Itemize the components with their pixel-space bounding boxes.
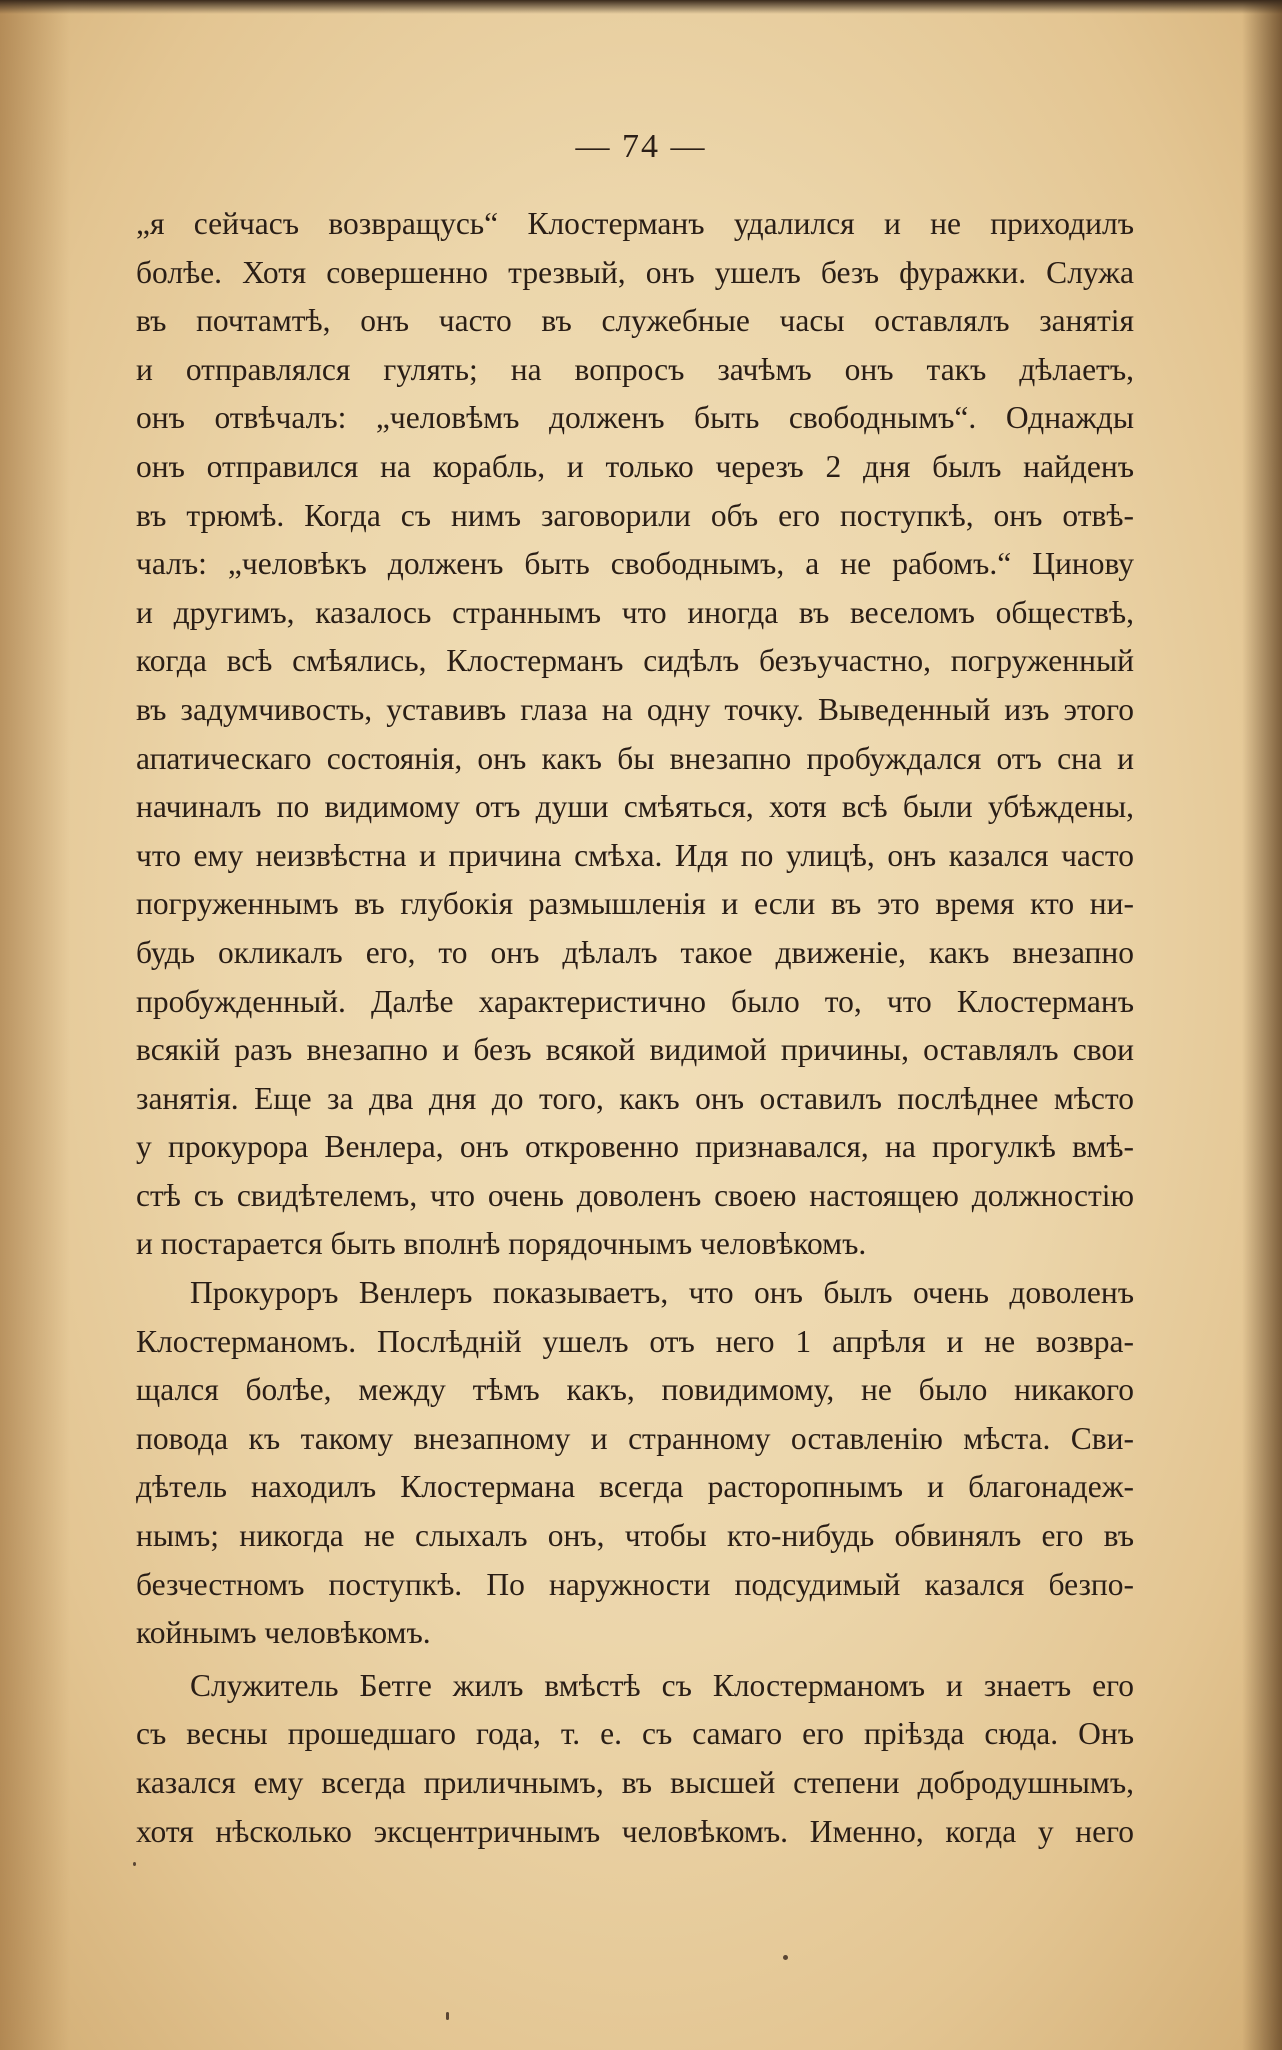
text-line: и другимъ, казалось страннымъ что иногда въ веселомъ обществѣ, xyxy=(136,594,1134,630)
text-line: дѣтель находилъ Клостермана всегда расторопнымъ и благонадеж- xyxy=(136,1469,1134,1505)
paragraph-1 xyxy=(136,200,1134,1269)
text-line: койнымъ человѣкомъ. xyxy=(136,1615,431,1651)
text-line: въ трюмѣ. Когда съ нимъ заговорили объ его поступкѣ, онъ отвѣ- xyxy=(136,497,1134,533)
page-edge-shadow-right xyxy=(1242,0,1282,2050)
text-line: и отправлялся гулять; на вопросъ зачѣмъ онъ такъ дѣлаетъ, xyxy=(136,351,1134,387)
text-line: всякій разъ внезапно и безъ всякой видимой причины, оставлялъ свои xyxy=(136,1032,1134,1068)
page-edge-shadow-top xyxy=(0,0,1282,14)
page-edge-shadow-left xyxy=(0,0,70,2050)
text-line: онъ отправился на корабль, и только черезъ 2 дня былъ найденъ xyxy=(136,448,1134,484)
text-line: въ почтамтѣ, онъ часто въ служебные часы оставлялъ занятія xyxy=(136,303,1134,339)
text-line: будь окликалъ его, то онъ дѣлалъ такое движеніе, какъ внезапно xyxy=(136,934,1134,970)
paper-speck xyxy=(446,2012,449,2020)
text-line: безчестномъ поступкѣ. По наружности подсудимый казался безпо- xyxy=(136,1566,1134,1602)
paper-speck xyxy=(133,1862,136,1866)
text-line: Служитель Бетге жилъ вмѣстѣ съ Клостерманомъ и знаетъ его xyxy=(190,1667,1134,1703)
text-line: когда всѣ смѣялись, Клостерманъ сидѣлъ безъучастно, погруженный xyxy=(136,643,1134,679)
text-line: съ весны прошедшаго года, т. е. съ самаго его пріѣзда сюда. Онъ xyxy=(136,1716,1134,1752)
text-line: нымъ; никогда не слыхалъ онъ, чтобы кто-нибудь обвинялъ его въ xyxy=(136,1518,1134,1554)
paragraph-2 xyxy=(136,1269,1134,1658)
text-line: щался болѣе, между тѣмъ какъ, повидимому, не было никакого xyxy=(136,1372,1134,1408)
text-line: начиналъ по видимому отъ души смѣяться, хотя всѣ были убѣждены, xyxy=(136,789,1134,825)
body-text xyxy=(136,200,1134,1856)
text-line: хотя нѣсколько эксцентричнымъ человѣкомъ. Именно, когда у него xyxy=(136,1813,1134,1849)
text-line: въ задумчивость, уставивъ глаза на одну точку. Выведенный изъ этого xyxy=(136,691,1134,727)
text-line: онъ отвѣчалъ: „человѣмъ долженъ быть свободнымъ“. Однажды xyxy=(136,400,1134,436)
text-line: у прокурора Венлера, онъ откровенно признавался, на прогулкѣ вмѣ- xyxy=(136,1129,1134,1165)
text-line: пробужденный. Далѣе характеристично было то, что Клостерманъ xyxy=(136,983,1134,1019)
text-line: чалъ: „человѣкъ долженъ быть свободнымъ, а не рабомъ.“ Цинову xyxy=(136,546,1134,582)
text-line: казался ему всегда приличнымъ, въ высшей степени добродушнымъ, xyxy=(136,1765,1134,1800)
text-line: погруженнымъ въ глубокія размышленія и если въ это время кто ни- xyxy=(136,886,1134,922)
text-line: Клостерманомъ. Послѣдній ушелъ отъ него 1 апрѣля и не возвра- xyxy=(136,1323,1134,1359)
paragraph-3 xyxy=(136,1662,1134,1856)
text-line: повода къ такому внезапному и странному оставленію мѣста. Сви- xyxy=(136,1420,1134,1456)
text-line: и постарается быть вполнѣ порядочнымъ человѣкомъ. xyxy=(136,1226,867,1262)
text-line: болѣе. Хотя совершенно трезвый, онъ ушелъ безъ фуражки. Служа xyxy=(136,254,1134,290)
text-line: что ему неизвѣстна и причина смѣха. Идя по улицѣ, онъ казался часто xyxy=(136,837,1134,873)
text-line: апатическаго состоянія, онъ какъ бы внезапно пробуждался отъ сна и xyxy=(136,740,1134,776)
page-number: — 74 — xyxy=(575,128,707,165)
text-line: занятія. Еще за два дня до того, какъ онъ оставилъ послѣднее мѣсто xyxy=(136,1080,1134,1116)
text-line: стѣ съ свидѣтелемъ, что очень доволенъ своею настоящею должностію xyxy=(136,1177,1134,1213)
paper-speck xyxy=(783,1955,788,1960)
text-line: Прокуроръ Венлеръ показываетъ, что онъ былъ очень доволенъ xyxy=(190,1275,1134,1311)
text-line: „я сейчасъ возвращусь“ Клостерманъ удалился и не приходилъ xyxy=(136,206,1134,241)
